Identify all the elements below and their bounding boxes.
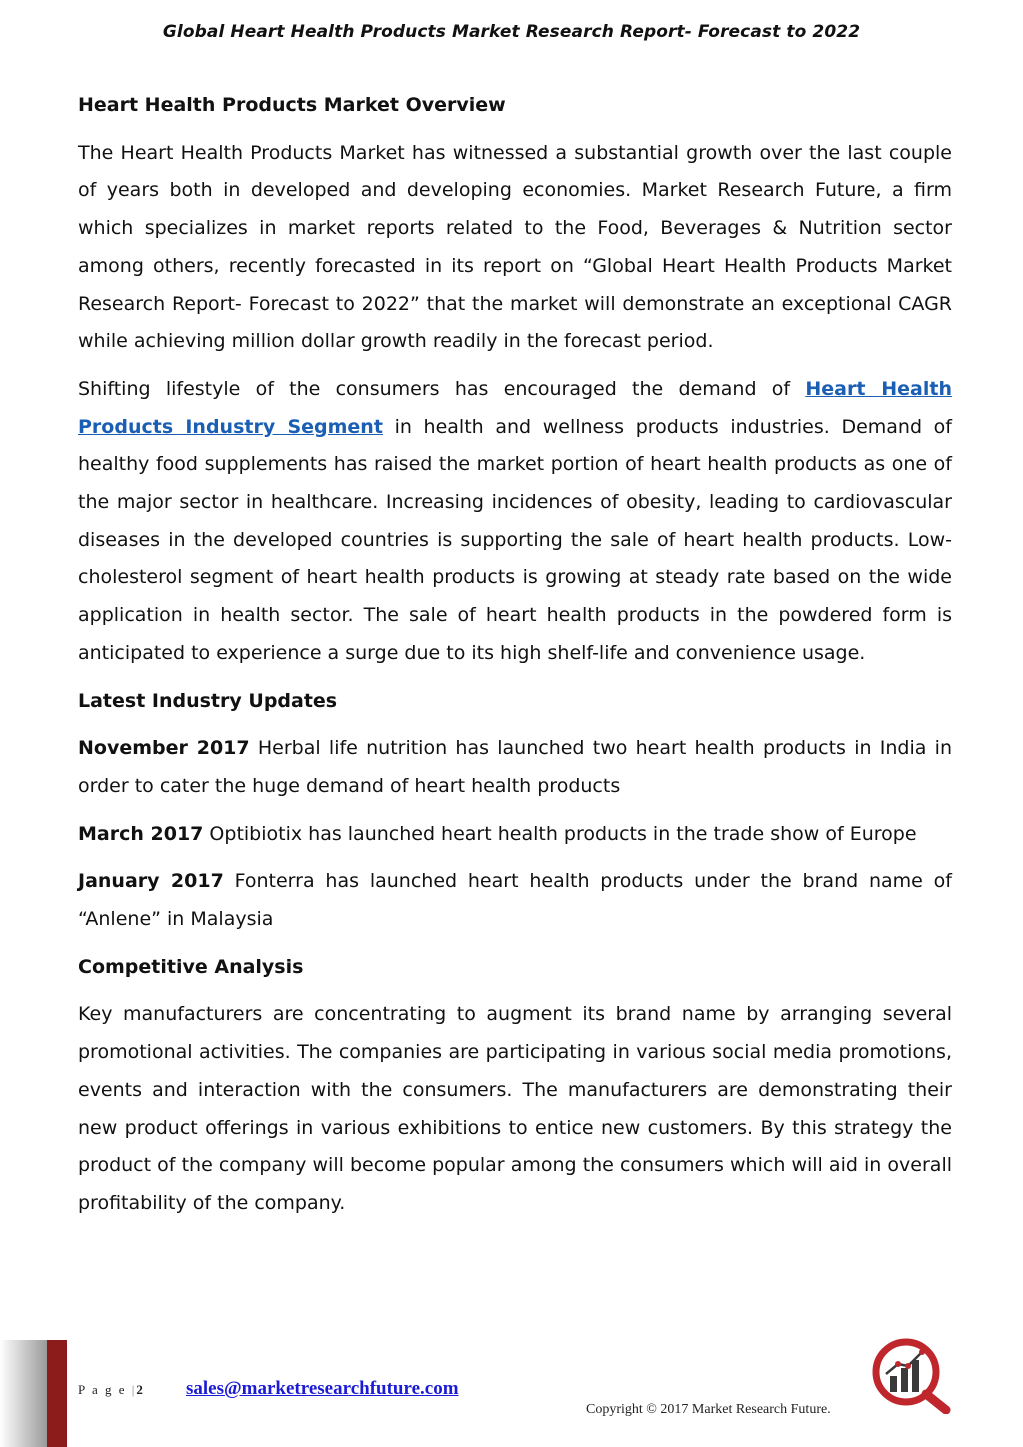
report-title: Global Heart Health Products Market Research Report- Forecast to 2022 [162, 22, 861, 42]
overview-paragraph-2 [78, 371, 952, 673]
document-body [78, 87, 952, 1233]
page-number [78, 1382, 145, 1398]
page-separator: | [131, 1382, 137, 1397]
competitive-paragraph: Key manufacturers are concentrating to augment its brand name by arranging several promotional activities. The companies are participating in various social media promotions, events and interaction with the consumers. The manufacturers are demonstrating their new product offerings in various exhibitions to entice new customers. By this strategy the product of the company will become popular among the consumers which will aid in overall profitability of the company. [78, 1003, 952, 1214]
sales-email-link[interactable]: sales@marketresearchfuture.com [186, 1378, 459, 1399]
update-date: March 2017 [78, 822, 204, 845]
update-date: November 2017 [78, 737, 250, 760]
update-date: January 2017 [78, 870, 224, 893]
updates-heading: Latest Industry Updates [78, 689, 338, 712]
footer-accent-bar [47, 1340, 67, 1447]
industry-segment-link[interactable]: Heart Health Products Industry Segment [78, 377, 952, 438]
competitive-heading: Competitive Analysis [78, 955, 304, 978]
page-number-value: 2 [136, 1382, 145, 1397]
update-text: Herbal life nutrition has launched two heart health products in India in order to cater the huge demand of heart health products [78, 737, 952, 797]
update-item [78, 816, 952, 854]
update-item [78, 730, 952, 805]
update-item [78, 863, 952, 938]
magnifier-chart-logo-icon [868, 1336, 954, 1414]
page-label-text: P a g e [78, 1382, 127, 1397]
paragraph-text: in health and wellness products industries. Demand of healthy food supplements has raised the market portion of heart health products as one of the major sector in healthcare. Increasing incidences of obesity, leading to cardiovascular diseases in the developed countries is supporting the sale of heart health products. Low-cholesterol segment of heart health products is growing at steady rate based on the wide application in health sector. The sale of heart health products in the powdered form is anticipated to experience a surge due to its high shelf-life and convenience usage. [78, 415, 952, 664]
overview-heading: Heart Health Products Market Overview [78, 94, 506, 116]
update-text: Fonterra has launched heart health products under the brand name of “Anlene” in Malaysia [78, 870, 952, 931]
copyright-notice: Copyright © 2017 Market Research Future. [586, 1402, 831, 1417]
footer-gray-stripe [0, 1340, 47, 1447]
paragraph-text: Shifting lifestyle of the consumers has encouraged the demand of [78, 377, 806, 400]
overview-paragraph-1: The Heart Health Products Market has witnessed a substantial growth over the last couple of years both in developed and developing economies. Market Research Future, a firm which specializes in market reports related to the Food, Beverages & Nutrition sector among others, recently forecasted in its report on “Global Heart Health Products Market Research Report- Forecast to 2022” that the market will demonstrate an exceptional CAGR while achieving million dollar growth readily in the forecast period. [78, 141, 952, 353]
update-text: Optibiotix has launched heart health products in the trade show of Europe [203, 822, 917, 845]
